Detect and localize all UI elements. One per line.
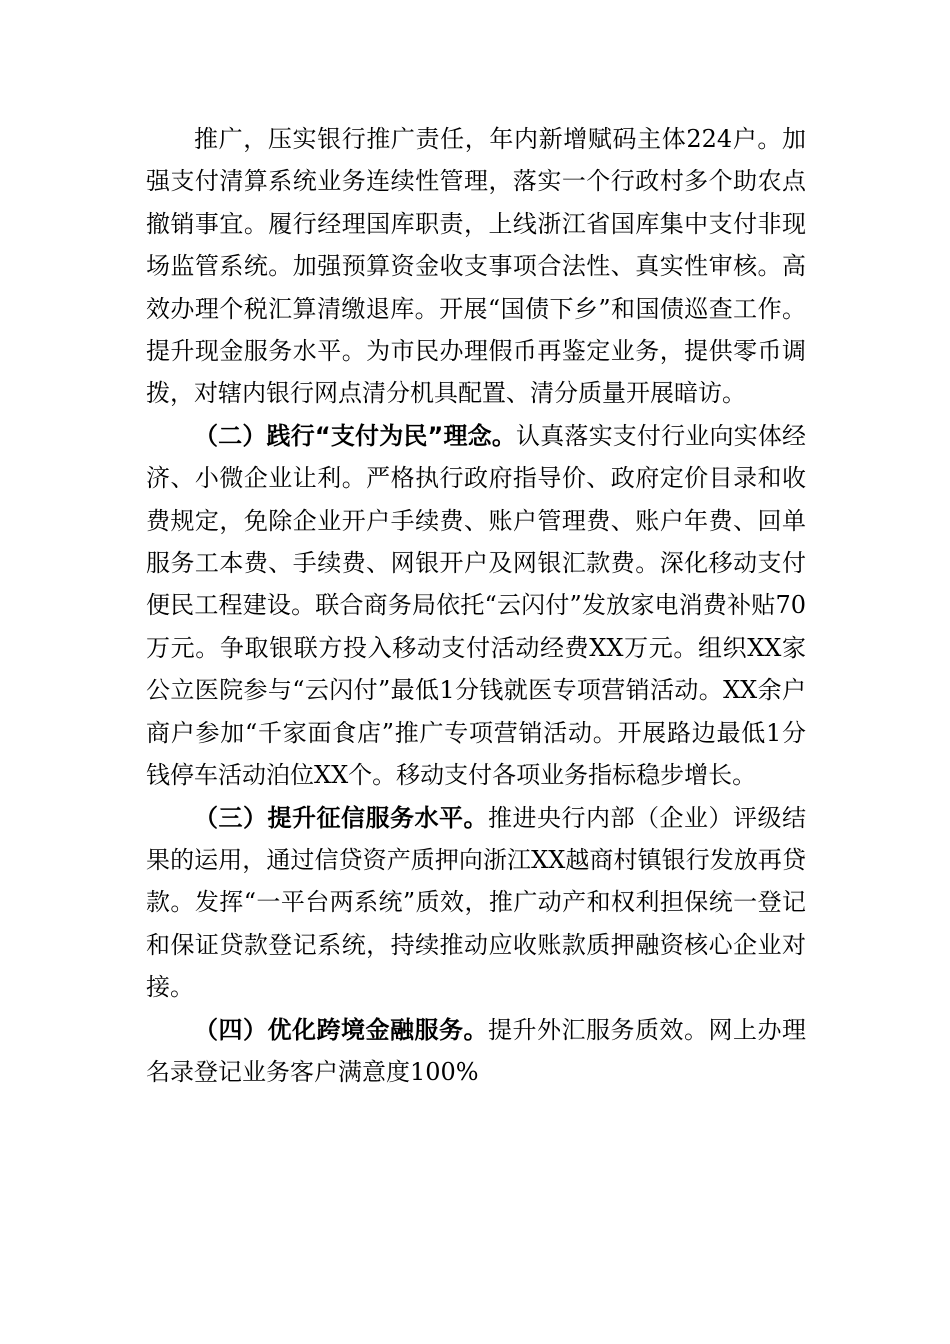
paragraph-2-heading: （二）践行“支付为民”理念。 bbox=[194, 421, 517, 450]
paragraph-2-text: 认真落实支付行业向实体经济、小微企业让利。严格执行政府指导价、政府定价目录和收费规定，免除企业开户手续费、账户管理费、账户年费、回单服务工本费、手续费、网银开户及网银汇款费。深化移动支付便民工程建设。联合商务局依托“云闪付”发放家电消费补贴70万元。争取银联方投入移动支付活动经费XX万元。组织XX家公立医院参与“云闪付”最低1分钱就医专项营销活动。XX余户商户参加“千家面食店”推广专项营销活动。开展路边最低1分钱停车活动泊位XX个。移动支付各项业务指标稳步增长。 bbox=[146, 421, 807, 790]
paragraph-4-text: 提升外汇服务质效。网上办理名录登记业务客户满意度100% bbox=[146, 1015, 806, 1086]
paragraph-3-text: 推进央行内部（企业）评级结果的运用，通过信贷资产质押向浙江XX越商村镇银行发放再贷款。发挥“一平台两系统”质效，推广动产和权利担保统一登记和保证贷款登记系统，持续推动应收账款质押融资核心企业对接。 bbox=[146, 803, 806, 1002]
paragraph-1-text: 推广，压实银行推广责任，年内新增赋码主体224户。加强支付清算系统业务连续性管理，落实一个行政村多个助农点撤销事宜。履行经理国库职责，上线浙江省国库集中支付非现场监管系统。加强预算资金收支事项合法性、真实性审核。高效办理个税汇算清缴退库。开展“国债下乡”和国债巡查工作。提升现金服务水平。为市民办理假币再鉴定业务，提供零币调拨，对辖内银行网点清分机具配置、清分质量开展暗访。 bbox=[146, 125, 806, 408]
paragraph-3-heading: （三）提升征信服务水平。 bbox=[194, 803, 488, 832]
document-body bbox=[146, 118, 806, 1093]
paragraph-4-heading: （四）优化跨境金融服务。 bbox=[194, 1015, 488, 1044]
paragraph-4 bbox=[146, 1009, 806, 1094]
paragraph-2 bbox=[146, 415, 806, 797]
paragraph-1 bbox=[146, 118, 806, 415]
paragraph-3 bbox=[146, 797, 806, 1009]
